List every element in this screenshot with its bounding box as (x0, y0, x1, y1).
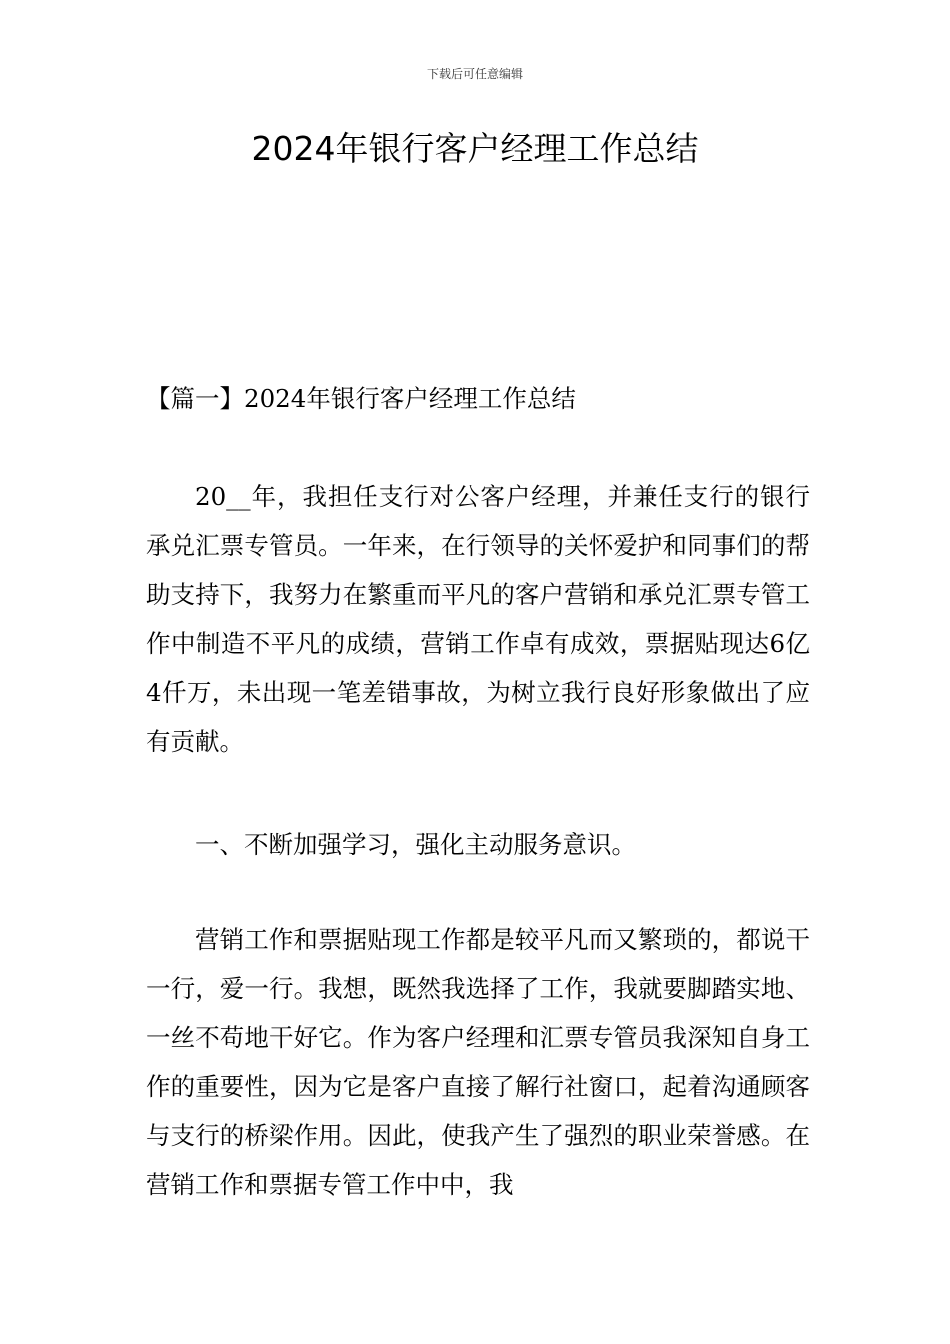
body-paragraph-2: 营销工作和票据贴现工作都是较平凡而又繁琐的，都说干一行，爱一行。我想，既然我选择了工作，我就要脚踏实地、一丝不苟地干好它。作为客户经理和汇票专管员我深知自身工作的重要性，因为它是客户直接了解行社窗口，起着沟通顾客与支行的桥梁作用。因此，使我产生了强烈的职业荣誉感。在营销工作和票据专管工作中中，我 (146, 925, 810, 1199)
document-title: 2024年银行客户经理工作总结 (251, 129, 699, 168)
section-label: 【篇一】2024年银行客户经理工作总结 (146, 384, 576, 413)
body-paragraph-1: 20__年，我担任支行对公客户经理，并兼任支行的银行承兑汇票专管员。一年来，在行领导的关怀爱护和同事们的帮助支持下，我努力在繁重而平凡的客户营销和承兑汇票专管工作中制造不平凡的成绩，营销工作卓有成效，票据贴现达6亿4仟万，未出现一笔差错事故，为树立我行良好形象做出了应有贡献。 (146, 482, 810, 756)
page-header-note: 下载后可任意编辑 (426, 67, 523, 81)
section-heading-1: 一、不断加强学习，强化主动服务意识。 (195, 830, 636, 859)
